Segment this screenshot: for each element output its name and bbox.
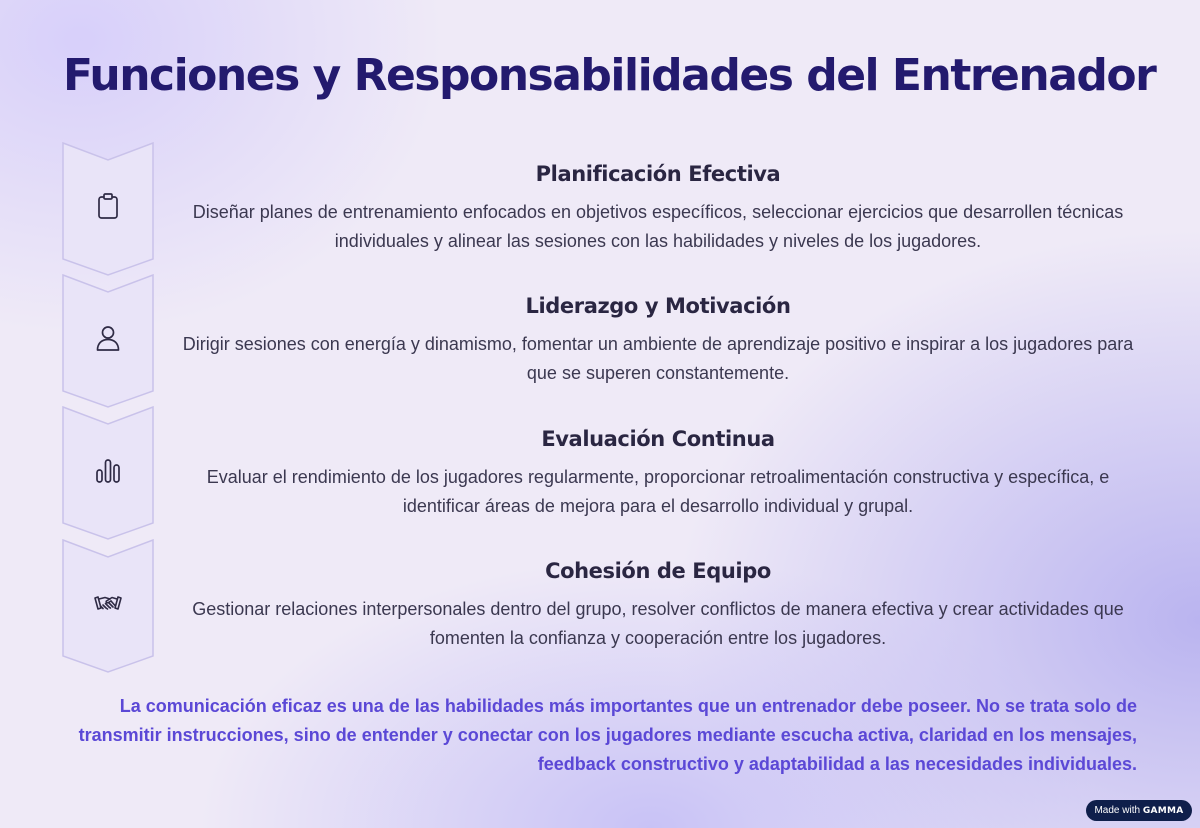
user-icon: [94, 324, 122, 352]
item-heading: Liderazgo y Motivación: [525, 294, 791, 318]
item-heading: Evaluación Continua: [541, 427, 775, 451]
step-chevron-2: [62, 274, 154, 408]
item-liderazgo: [172, 292, 1144, 388]
item-description: Evaluar el rendimiento de los jugadores regularmente, proporcionar retroalimentación constructiva y específica, e identificar áreas de mejora para el desarrollo individual y grupal.: [206, 467, 1110, 516]
item-heading: Cohesión de Equipo: [545, 559, 771, 583]
item-heading: Planificación Efectiva: [535, 162, 781, 186]
item-description: Diseñar planes de entrenamiento enfocados en objetivos específicos, seleccionar ejercicios que desarrollen técnicas individuales y alinear las sesiones con las habilidades y niveles de los jugadores.: [192, 202, 1124, 251]
highlight-quote: La comunicación eficaz es una de las habilidades más importantes que un entrenador debe poseer. No se trata solo de transmitir instrucciones, sino de entender y conectar con los jugadores mediante escucha activa, claridad en los mensajes, feedback constructivo y adaptabilidad a las necesidades individuales.: [78, 696, 1137, 774]
handshake-icon: [94, 589, 122, 617]
step-chevron-3: [62, 406, 154, 540]
item-planificacion: [172, 160, 1144, 256]
item-description: Dirigir sesiones con energía y dinamismo, fomentar un ambiente de aprendizaje positivo e inspirar a los jugadores para que se superen constantemente.: [182, 334, 1134, 383]
page-title: Funciones y Responsabilidades del Entrenador: [63, 50, 1156, 101]
bar-chart-icon: [94, 456, 122, 484]
gamma-logo: GAMMA: [1142, 806, 1184, 816]
item-description: Gestionar relaciones interpersonales dentro del grupo, resolver conflictos de manera efectiva y crear actividades que fomenten la confianza y cooperación entre los jugadores.: [192, 599, 1124, 648]
badge-prefix: Made with: [1094, 805, 1141, 816]
clipboard-icon: [94, 192, 122, 220]
made-with-gamma-badge[interactable]: [1086, 800, 1192, 821]
step-chevron-1: [62, 142, 154, 276]
item-cohesion: [172, 557, 1144, 653]
step-chevron-4: [62, 539, 154, 673]
item-evaluacion: [172, 425, 1144, 521]
